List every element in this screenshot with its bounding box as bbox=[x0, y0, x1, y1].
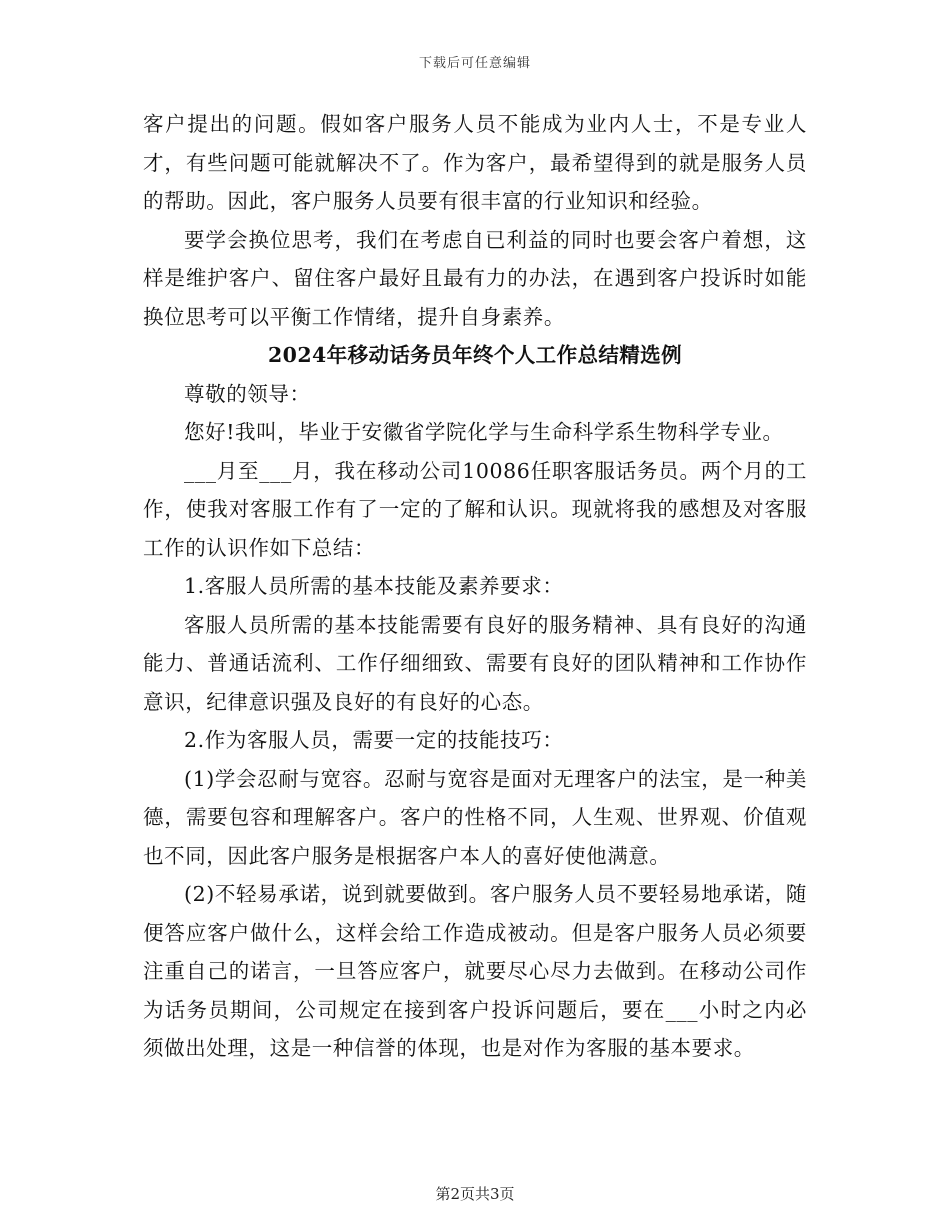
paragraph-skills: 客服人员所需的基本技能需要有良好的服务精神、具有良好的沟通能力、普通话流利、工作仔细细致、需要有良好的团队精神和工作协作意识，纪律意识强及良好的有良好的心态。 bbox=[143, 612, 807, 714]
paragraph-patience: (1)学会忍耐与宽容。忍耐与宽容是面对无理客户的法宝，是一种美德，需要包容和理解客户。客户的性格不同，人生观、世界观、价值观也不同，因此客户服务是根据客户本人的喜好使他满意。 bbox=[143, 766, 807, 868]
page-footer: 第2页共3页 bbox=[435, 1185, 515, 1203]
salutation: 尊敬的领导： bbox=[184, 381, 311, 406]
paragraph-continued: 客户提出的问题。假如客户服务人员不能成为业内人士，不是专业人才，有些问题可能就解决不了。作为客户，最希望得到的就是服务人员的帮助。因此，客户服务人员要有很丰富的行业知识和经验。 bbox=[143, 112, 807, 213]
paragraph-empathy: 要学会换位思考，我们在考虑自已利益的同时也要会客户着想，这样是维护客户、留住客户最好且最有力的办法，在遇到客户投诉时如能换位思考可以平衡工作情绪，提升自身素养。 bbox=[143, 227, 807, 329]
paragraph-promise: (2)不轻易承诺，说到就要做到。客户服务人员不要轻易地承诺，随便答应客户做什么，这样会给工作造成被动。但是客户服务人员必须要注重自己的诺言，一旦答应客户，就要尽心尽力去做到。在移动公司作为话务员期间，公司规定在接到客户投诉问题后，要在___小时之内必须做出处理，这是一种信誉的体现，也是对作为客服的基本要求。 bbox=[143, 882, 807, 1060]
page-header: 下载后可任意编辑 bbox=[418, 56, 531, 71]
document-body bbox=[143, 105, 807, 1068]
paragraph-intro: 您好!我叫，毕业于安徽省学院化学与生命科学系生物科学专业。 bbox=[184, 420, 784, 444]
paragraph-position: ___月至___月，我在移动公司10086任职客服话务员。两个月的工作，使我对客服工作有了一定的了解和认识。现就将我的感想及对客服工作的认识作如下总结： bbox=[143, 458, 807, 560]
subheading-2: 2.作为客服人员，需要一定的技能技巧： bbox=[184, 728, 564, 752]
subheading-1: 1.客服人员所需的基本技能及素养要求： bbox=[184, 574, 564, 598]
section-title: 2024年移动话务员年终个人工作总结精选例 bbox=[268, 343, 682, 367]
